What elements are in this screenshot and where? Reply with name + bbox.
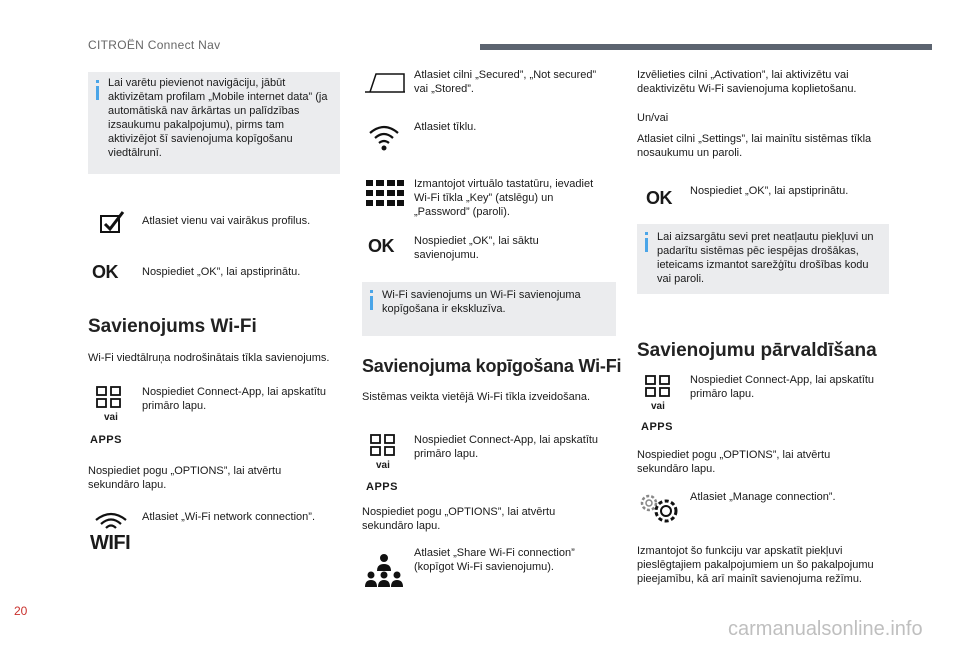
- step-press-ok: Nospiediet „OK”, lai apstiprinātu.: [142, 266, 301, 278]
- wifi-label: WIFI: [90, 532, 131, 554]
- step-manage-connection: Atlasiet „Manage connection”.: [690, 491, 836, 503]
- manual-title: CITROËN Connect Nav: [88, 38, 221, 52]
- manage-outro: Izmantojot šo funkciju var apskatīt piekļuvi pieslēgtajiem pakalpojumiem un šo pakalpojumu pieejamību, kā arī mainīt savienojuma režīmu.: [637, 545, 874, 585]
- ok-icon: OK: [646, 188, 672, 208]
- watermark: carmanualsonline.info: [728, 618, 923, 640]
- step-select-tab: Atlasiet cilni „Secured”, „Not secured” vai „Stored”.: [414, 69, 597, 95]
- note-text: Wi-Fi savienojums un Wi-Fi savienojuma kopīgošana ir ekskluzīva.: [382, 289, 581, 315]
- section-heading-wifi: Savienojums Wi-Fi: [88, 316, 257, 337]
- info-icon: [645, 232, 648, 235]
- info-note: [362, 282, 616, 336]
- wifi-icon: [94, 512, 128, 530]
- share-users-icon: [364, 553, 404, 587]
- step-select-profiles: Atlasiet vienu vai vairākus profilus.: [142, 215, 311, 227]
- ok-icon: OK: [368, 236, 394, 256]
- step-connect-app: Nospiediet Connect-App, lai apskatītu primāro lapu.: [690, 374, 875, 400]
- or-label: vai: [104, 412, 118, 423]
- note-text: Lai aizsargātu sevi pret neatļautu piekļuvi un padarītu sistēmas pēc iespējas drošākas, ieteicams izmantot sarežģītu drošības kodu vai paroli.: [657, 231, 874, 285]
- step-wifi-network: Atlasiet „Wi-Fi network connection”.: [142, 511, 315, 523]
- step-options: Nospiediet pogu „OPTIONS”, lai atvērtu sekundāro lapu.: [88, 465, 282, 491]
- step-options: Nospiediet pogu „OPTIONS”, lai atvērtu sekundāro lapu.: [362, 506, 556, 532]
- wifi-intro: Wi-Fi viedtālruņa nodrošinātais tīkla savienojums.: [88, 352, 330, 364]
- info-icon: [370, 290, 373, 293]
- step-enter-key: Izmantojot virtuālo tastatūru, ievadiet Wi-Fi tīkla „Key” (atslēgu) un „Password” (paroli).: [414, 178, 594, 218]
- section-heading-sharing: Savienojuma kopīgošana Wi-Fi: [362, 356, 622, 376]
- ok-icon: OK: [92, 262, 118, 282]
- apps-button-icon: APPS: [90, 434, 122, 446]
- connect-app-icon: [370, 434, 396, 456]
- step-activation: Izvēlieties cilni „Activation”, lai aktivizētu vai deaktivizētu Wi-Fi savienojuma koplietošanu.: [637, 69, 857, 95]
- or-label: vai: [651, 401, 665, 412]
- step-connect-app: Nospiediet Connect-App, lai apskatītu primāro lapu.: [142, 386, 327, 412]
- info-note: [88, 72, 340, 174]
- sharing-intro: Sistēmas veikta vietējā Wi-Fi tīkla izveidošana.: [362, 391, 591, 403]
- step-confirm-ok: Nospiediet „OK”, lai apstiprinātu.: [690, 185, 849, 197]
- connect-app-icon: [96, 386, 122, 408]
- step-settings: Atlasiet cilni „Settings”, lai mainītu sistēmas tīkla nosaukumu un paroli.: [637, 133, 872, 159]
- or-label: vai: [376, 460, 390, 471]
- checkbox-select-icon: [98, 210, 126, 234]
- header-bar: [480, 44, 932, 50]
- step-select-network: Atlasiet tīklu.: [414, 121, 477, 133]
- step-options: Nospiediet pogu „OPTIONS”, lai atvērtu sekundāro lapu.: [637, 449, 831, 475]
- section-heading-manage: Savienojumu pārvaldīšana: [637, 340, 877, 361]
- apps-button-icon: APPS: [641, 421, 673, 433]
- page-number: 20: [14, 604, 28, 618]
- note-text: Lai varētu pievienot navigāciju, jābūt aktivizētam profilam „Mobile internet data” (ja automātiskā nav ārkārtas un palīdzības izsaukumu pakalpojumu), pirms tam aktivizējot šī savienojuma kopīgošanu viedtālrunī.: [108, 77, 328, 159]
- step-start-connection: Nospiediet „OK”, lai sāktu savienojumu.: [414, 235, 539, 261]
- keyboard-icon: [366, 180, 404, 206]
- info-note: [637, 224, 889, 294]
- step-share-wifi: Atlasiet „Share Wi-Fi connection” (kopīgot Wi-Fi savienojumu).: [414, 547, 575, 573]
- settings-gears-icon: [638, 492, 682, 526]
- step-connect-app: Nospiediet Connect-App, lai apskatītu primāro lapu.: [414, 434, 599, 460]
- tabs-icon: [364, 70, 406, 94]
- wifi-network-icon: [368, 123, 400, 153]
- connect-app-icon: [645, 375, 671, 397]
- and-or-label: Un/vai: [637, 112, 669, 124]
- info-icon: [96, 80, 99, 83]
- apps-button-icon: APPS: [366, 481, 398, 493]
